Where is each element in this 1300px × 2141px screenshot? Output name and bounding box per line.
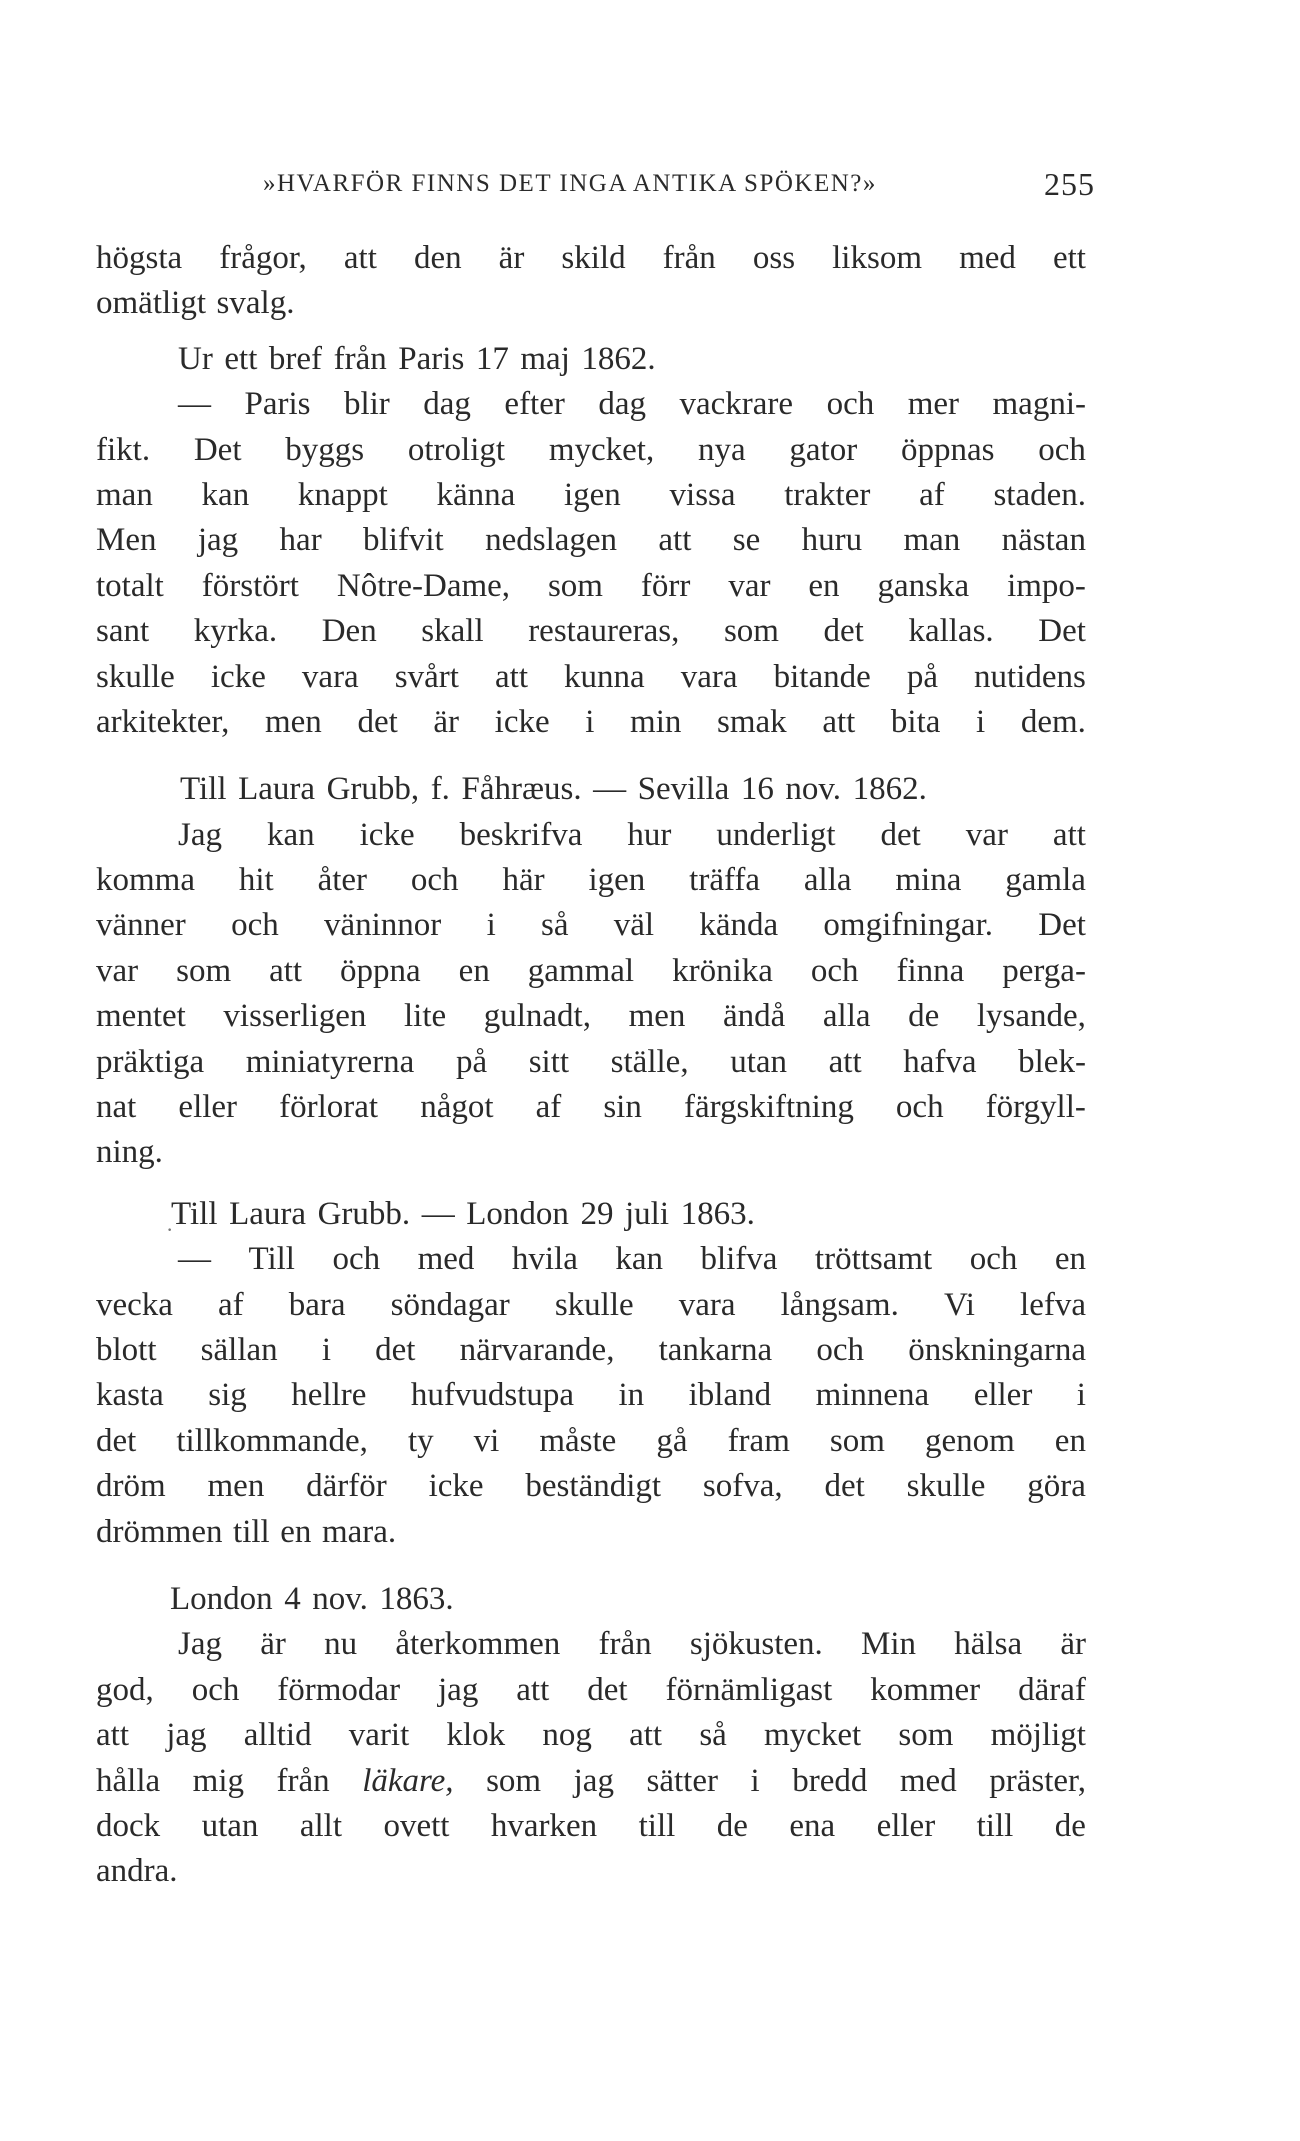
- section-heading: London 4 nov. 1863.: [170, 1580, 454, 1617]
- paragraph-gap: [96, 327, 1086, 337]
- text-line: hålla mig från läkare, som jag sätter i bredd med präster,: [96, 1762, 1086, 1799]
- text-line: vecka af bara söndagar skulle vara långsam. Vi lefva: [96, 1286, 1086, 1323]
- text-line: nat eller förlorat något af sin färgskiftning och förgyll-: [96, 1089, 1086, 1126]
- text-line: Jag kan icke beskrifva hur underligt det var att: [178, 816, 1086, 853]
- text-line: Men jag har blifvit nedslagen att se huru man nästan: [96, 522, 1086, 559]
- running-title: »HVARFÖR FINNS DET INGA ANTIKA SPÖKEN?»: [263, 170, 877, 197]
- text-line: sant kyrka. Den skall restaureras, som det kallas. Det: [96, 613, 1086, 650]
- text-line: Jag är nu återkommen från sjökusten. Min hälsa är: [178, 1626, 1086, 1663]
- text-line: att jag alltid varit klok nog att så mycket som möjligt: [96, 1717, 1086, 1754]
- text-line: vänner och väninnor i så väl kända omgifningar. Det: [96, 907, 1086, 944]
- text-line: kasta sig hellre hufvudstupa in ibland minnena eller i: [96, 1377, 1086, 1414]
- text-line: dröm men därför icke beständigt sofva, det skulle göra: [96, 1468, 1086, 1505]
- paragraph-gap: [96, 1555, 1086, 1577]
- body-text: [96, 236, 1086, 1895]
- text-line: dock utan allt ovett hvarken till de ena eller till de: [96, 1807, 1086, 1844]
- text-line: var som att öppna en gammal krönika och finna perga-: [96, 952, 1086, 989]
- text-line: — Till och med hvila kan blifva tröttsamt och en: [178, 1241, 1086, 1278]
- text-line: mentet visserligen lite gulnadt, men ändå alla de lysande,: [96, 998, 1086, 1035]
- text-line: arkitekter, men det är icke i min smak att bita i dem.: [96, 703, 1086, 740]
- text-line: blott sällan i det närvarande, tankarna och önskningarna: [96, 1331, 1086, 1368]
- text-line: totalt förstört Nôtre-Dame, som förr var en ganska impo-: [96, 567, 1086, 604]
- paragraph-gap: [96, 1176, 1086, 1192]
- page-number: 255: [1044, 166, 1095, 202]
- section-heading: Till Laura Grubb. — London 29 juli 1863.: [171, 1195, 755, 1232]
- text-line: präktiga miniatyrerna på sitt ställe, utan att hafva blek-: [96, 1043, 1086, 1080]
- text-line: drömmen till en mara.: [96, 1513, 397, 1550]
- text-line: man kan knappt känna igen vissa trakter af staden.: [96, 476, 1086, 513]
- section-heading: Ur ett bref från Paris 17 maj 1862.: [178, 340, 656, 377]
- text-line: skulle icke vara svårt att kunna vara bitande på nutidens: [96, 658, 1086, 695]
- text-line: fikt. Det byggs otroligt mycket, nya gator öppnas och: [96, 431, 1086, 468]
- text-line: — Paris blir dag efter dag vackrare och mer magni-: [178, 386, 1086, 423]
- section-heading: Till Laura Grubb, f. Fåhræus. — Sevilla 16 nov. 1862.: [180, 771, 927, 808]
- text-line: andra.: [96, 1853, 178, 1890]
- paragraph-gap: [96, 745, 1086, 767]
- page-header: [263, 166, 1095, 214]
- text-line: omätligt svalg.: [96, 285, 295, 322]
- text-line: god, och förmodar jag att det förnämligast kommer däraf: [96, 1671, 1086, 1708]
- text-line: komma hit åter och här igen träffa alla mina gamla: [96, 862, 1086, 899]
- text-line: ning.: [96, 1134, 163, 1171]
- margin-mark: ·: [166, 1217, 174, 1242]
- text-line: högsta frågor, att den är skild från oss liksom med ett: [96, 240, 1086, 276]
- text-line: det tillkommande, ty vi måste gå fram som genom en: [96, 1422, 1086, 1459]
